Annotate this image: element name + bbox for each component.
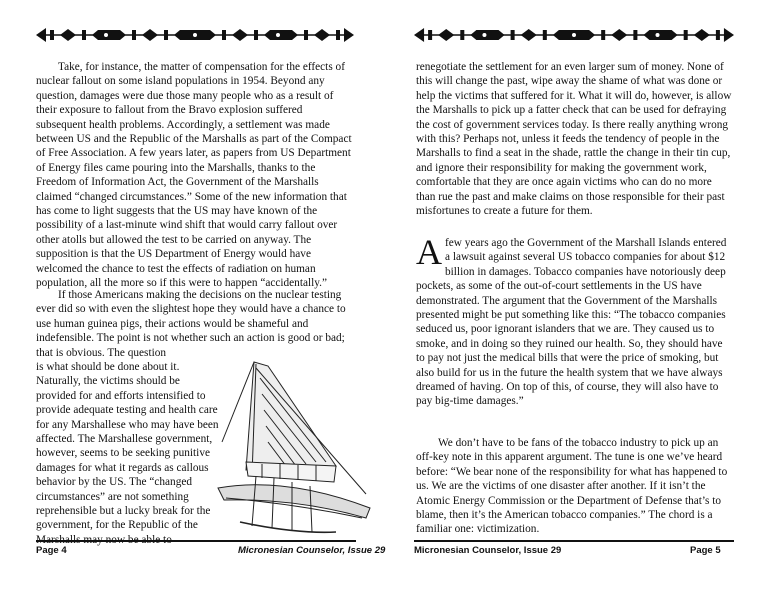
body-paragraph: renegotiate the settlement for an even larger sum of money. None of this will change the past, wipe away the shame of what was done or help the victims that suffered for it. What it will do, however, is allow the Marshalls to pick up a fatter check that can be used for defraying the cost of government services today. Is there really anything wrong with this? Perhaps not, unless it feeds the tendency of people in the Marshalls to find a seat in the shade, rattle the change in their tin cup, and ignore their responsibility for making the government work, comfortable that they are once again victims who can do no more than rue the past and make claims on those responsible for their past misfortunes to create a future for them. [416, 61, 732, 218]
issue-label: Micronesian Counselor, Issue 29 [238, 545, 386, 556]
body-paragraph: Take, for instance, the matter of compensation for the effects of nuclear fallout on some island populations in 1954. Beyond any question, damages were due those many people who as a result of their exposure to fallout from the Bravo explosion suffered subsequent health problems. Accordingly, a settlement was made between US and the Republic of the Marshalls as part of the Compact of Free Association. A few years later, as papers from US Department of Energy files came pouring into the Marshalls, thanks to the Freedom of Information Act, the Government of the Marshalls claimed “changed circumstances.” Some of the new information that has come to light suggests that the US may have known of the possibility of a last-minute wind shift that would carry fallout over other atolls but allowed the test to be carried on anyway. The supposition is that the US Department of Energy would have welcomed the chance to test the effects of radiation on human population, all the more so if this were to happen “accidentally.” [36, 61, 352, 290]
page-number: Page 5 [690, 545, 721, 556]
decorative-border [414, 24, 734, 46]
body-paragraph-dropcap [416, 232, 734, 409]
drop-cap: A [416, 232, 442, 272]
outrigger-canoe-illustration [216, 358, 374, 536]
paragraph-text: few years ago the Government of the Marshall Islands entered a lawsuit against several US tobacco companies for about $12 billion in damages. Tobacco companies have notoriously deep pockets, as some of the out-of-court settlements in the US have demonstrated. The argument that the Government of the Marshalls presented might be put something like this: “The tobacco companies seduced us, poor ignorant islanders that we are. They caused us to smoke, and in doing so they ruined our health. So, they should have to pay not just the medical bills that were the price of smoking, but also build for us in the future the health system that we have always dreamed of having. On top of this, of course, they will also have to pay big-time damages.” [416, 237, 727, 408]
footer-rule [414, 540, 734, 542]
footer-rule [36, 540, 356, 542]
body-paragraph-continued: is what should be done about it. Naturally, the victims should be provided for and efforts intensified to provide adequate testing and health care for any Marshallese who may have been affected. The Marshallese government, however, seems to be seeking punitive damages for what it regards as callous behavior by the US. The “changed circumstances” are not something reprehensible but a lucky break for the government, for the Republic of the [36, 361, 219, 532]
body-paragraph: We don’t have to be fans of the tobacco industry to pick up an off-key note in this apparent argument. The tune is one we’ve heard before: “We bear none of the responsibility for what has happened to us. We are the victims of one disaster after another. If it isn’t the Atomic Energy Commission or the Department of Defense that’s to blame, then it’s the American tobacco companies.” The chord is a familiar one: victimization. [416, 437, 728, 536]
right-page [388, 0, 776, 600]
page-number: Page 4 [36, 545, 67, 556]
decorative-border [36, 24, 354, 46]
issue-label: Micronesian Counselor, Issue 29 [414, 545, 562, 556]
body-paragraph: If those Americans making the decisions on the nuclear testing ever did so with even the slightest hope they would have a chance to use human guinea pigs, their actions would be shameful and indefensible. The point is not whether such an action is good or bad; that is obvious. The question [36, 289, 346, 359]
